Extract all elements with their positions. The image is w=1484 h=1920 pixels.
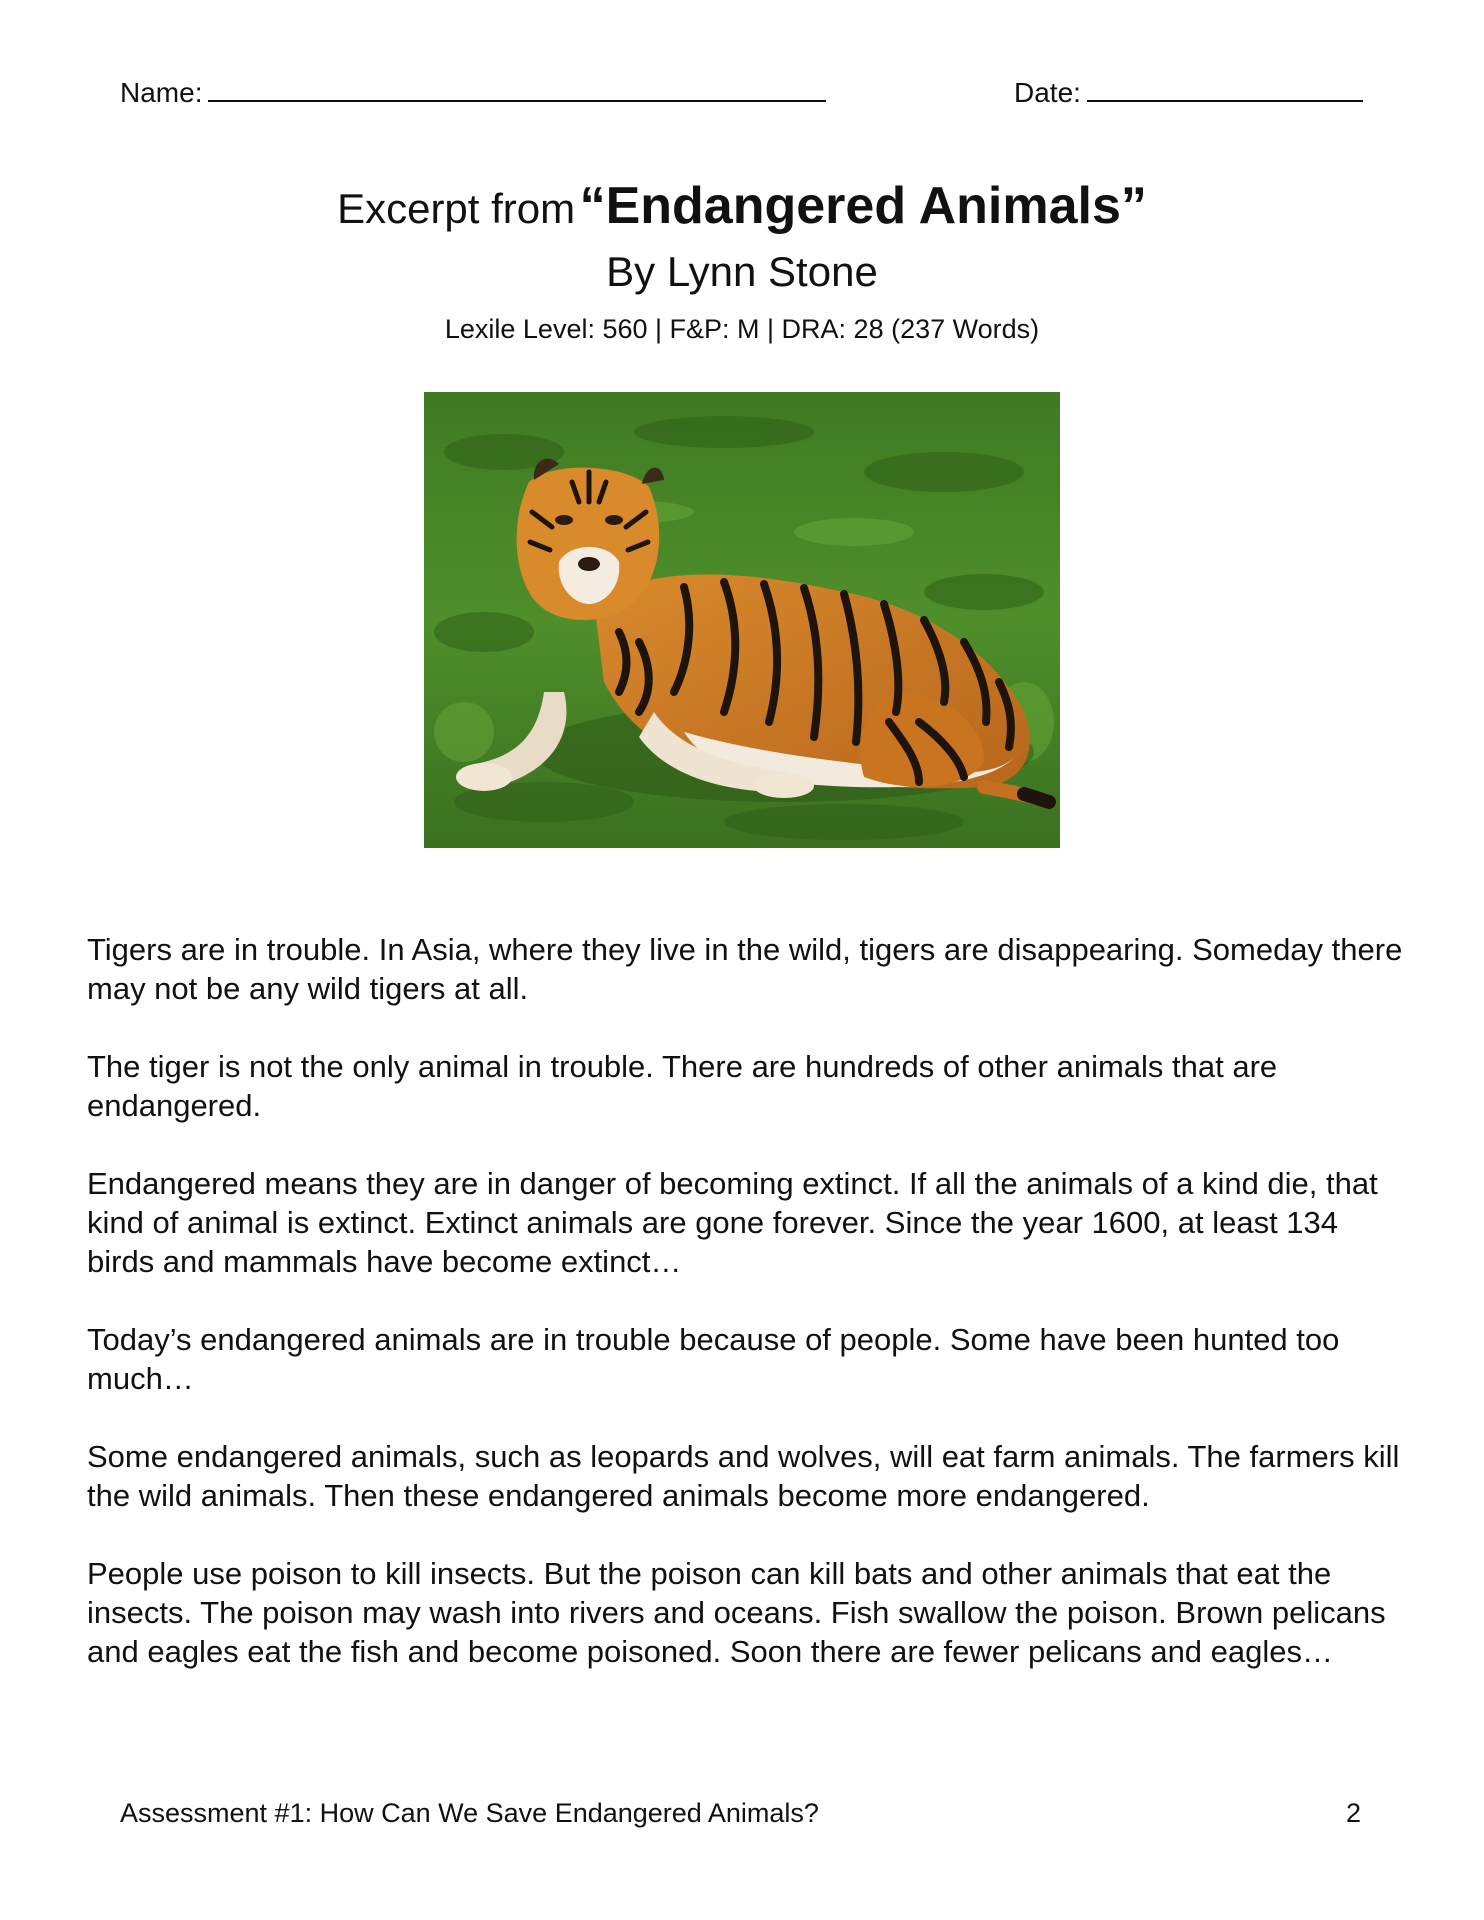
- passage-paragraph: People use poison to kill insects. But the poison can kill bats and other animals that eat the insects. The poison may wash into rivers and oceans. Fish swallow the poison. Brown pelicans and eagles eat the fish and become poisoned. Soon there are fewer pelicans and eagles…: [87, 1556, 1386, 1669]
- passage-paragraph: Endangered means they are in danger of becoming extinct. If all the animals of a kind die, that kind of animal is extinct. Extinct animals are gone forever. Since the year 1600, at least 134 birds and mammals have become extinct…: [87, 1166, 1378, 1279]
- passage-paragraph: Today’s endangered animals are in trouble because of people. Some have been hunted too much…: [87, 1322, 1340, 1396]
- byline: By Lynn Stone: [606, 248, 878, 295]
- passage-paragraph: The tiger is not the only animal in trouble. There are hundreds of other animals that are endangered.: [87, 1049, 1278, 1123]
- name-blank-line[interactable]: [208, 74, 826, 102]
- passage-text: [87, 930, 1407, 1710]
- name-field[interactable]: [120, 74, 826, 109]
- title-prefix: Excerpt from: [337, 185, 576, 232]
- footer-assessment-title: Assessment #1: How Can We Save Endangered Animals?: [120, 1798, 819, 1828]
- tiger-photo: [424, 392, 1060, 848]
- title-main: “Endangered Animals”: [579, 177, 1147, 235]
- name-label: Name:: [120, 77, 203, 108]
- passage-paragraph: Some endangered animals, such as leopards and wolves, will eat farm animals. The farmers kill the wild animals. Then these endangered animals become more endangered.: [87, 1439, 1400, 1513]
- date-field[interactable]: [1014, 74, 1363, 109]
- passage-paragraph: Tigers are in trouble. In Asia, where they live in the wild, tigers are disappearing. Someday there may not be any wild tigers at all.: [87, 932, 1403, 1006]
- date-label: Date:: [1014, 77, 1081, 108]
- footer-page-number: 2: [1346, 1798, 1362, 1828]
- page-title: [0, 176, 1484, 236]
- date-blank-line[interactable]: [1087, 74, 1363, 102]
- reading-levels: Lexile Level: 560 | F&P: M | DRA: 28 (237 Words): [444, 314, 1040, 344]
